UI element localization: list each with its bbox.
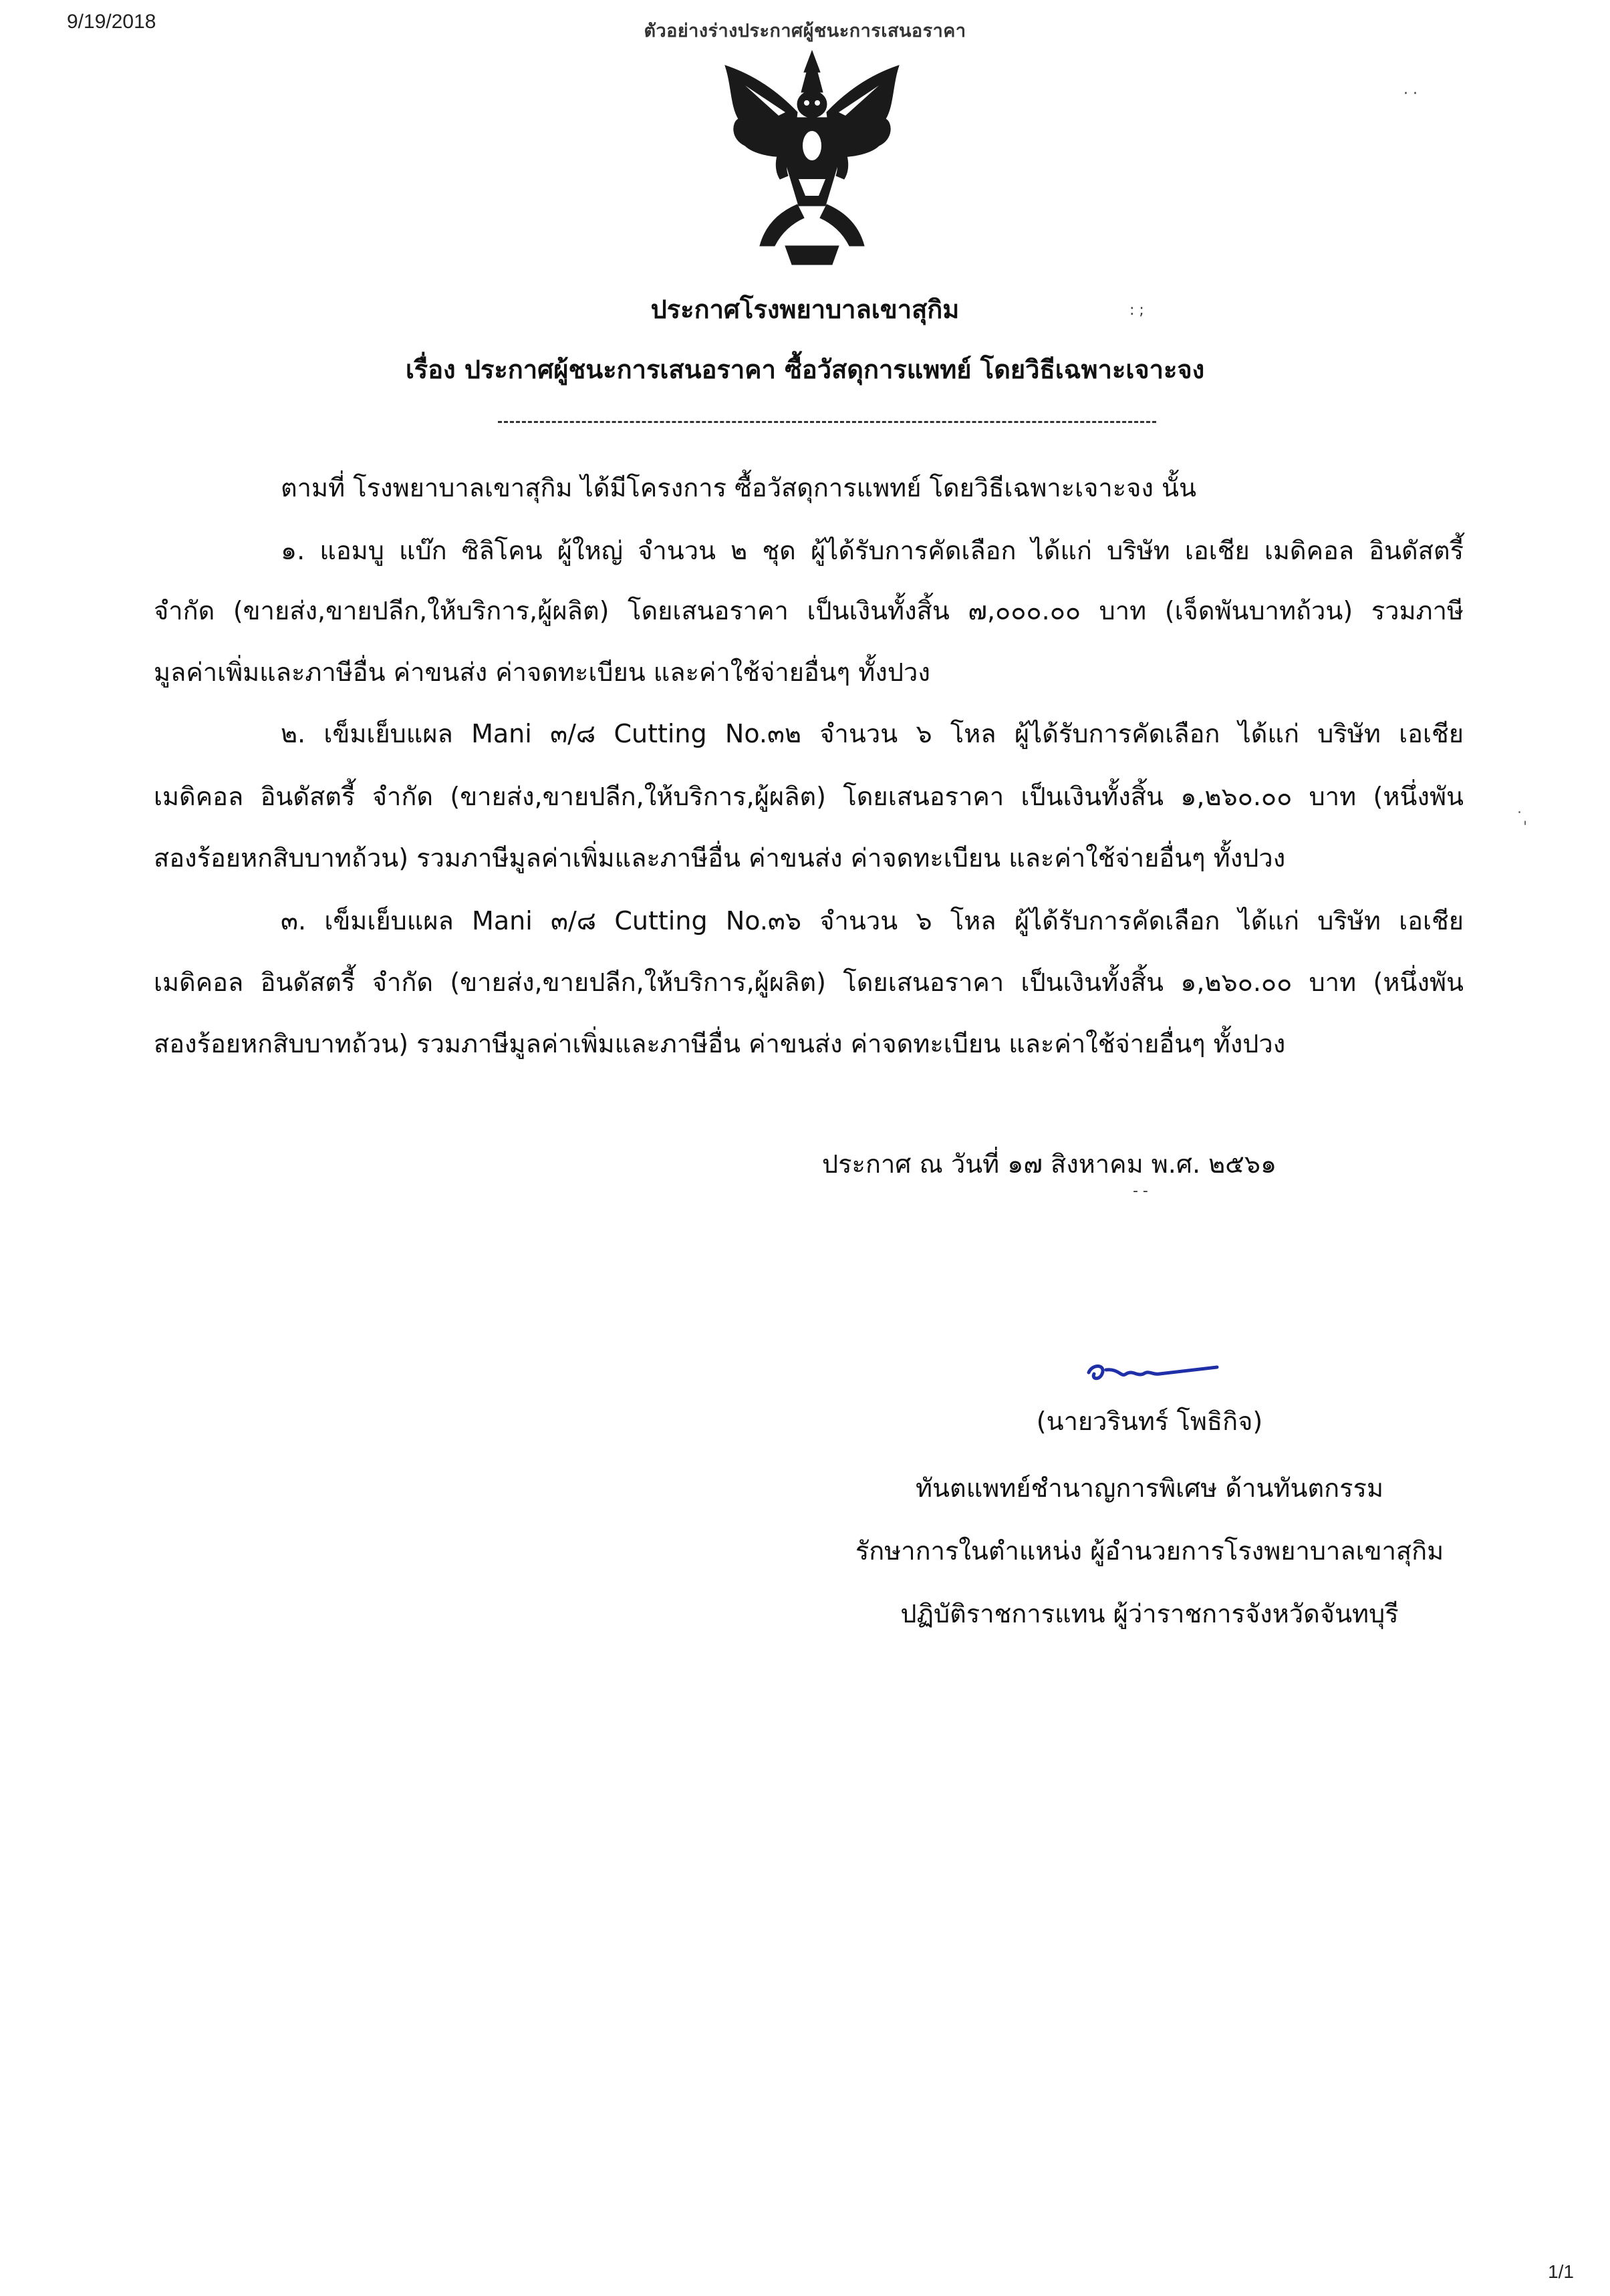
item-1-line-2: จำกัด (ขายส่ง,ขายปลีก,ให้บริการ,ผู้ผลิต) โดยเสนอราคา เป็นเงินทั้งสิ้น ๗,๐๐๐.๐๐ บาท (เจ็ดพันบาทถ้วน) รวมภาษี bbox=[154, 596, 1464, 625]
item-3-line-2: เมดิคอล อินดัสตรี้ จำกัด (ขายส่ง,ขายปลีก,ให้บริการ,ผู้ผลิต) โดยเสนอราคา เป็นเงินทั้งสิ้น ๑,๒๖๐.๐๐ บาท (หนึ่งพัน bbox=[154, 968, 1464, 997]
announcement-title: ประกาศโรงพยาบาลเขาสุกิม bbox=[650, 295, 960, 324]
item-1-line-3: มูลค่าเพิ่มและภาษีอื่น ค่าขนส่ง ค่าจดทะเบียน และค่าใช้จ่ายอื่นๆ ทั้งปวง bbox=[154, 658, 930, 687]
scan-speck: · · bbox=[1403, 86, 1418, 102]
item-1-line-1: ๑. แอมบู แบ๊ก ซิลิโคน ผู้ใหญ่ จำนวน ๒ ชุด ผู้ได้รับการคัดเลือก ได้แก่ บริษัท เอเชีย เมดิคอล อินดัสตรี้ bbox=[281, 536, 1464, 565]
announcement-date: ประกาศ ณ วันที่ ๑๗ สิงหาคม พ.ศ. ๒๕๖๑ bbox=[822, 1149, 1277, 1179]
item-2-line-3: สองร้อยหกสิบบาทถ้วน) รวมภาษีมูลค่าเพิ่มและภาษีอื่น ค่าขนส่ง ค่าจดทะเบียน และค่าใช้จ่ายอื่นๆ ทั้งปวง bbox=[154, 843, 1286, 873]
signatory-name: (นายวรินทร์ โพธิกิจ) bbox=[1036, 1407, 1263, 1436]
intro-paragraph: ตามที่ โรงพยาบาลเขาสุกิม ได้มีโครงการ ซื้อวัสดุการแพทย์ โดยวิธีเฉพาะเจาะจง นั้น bbox=[281, 473, 1196, 503]
item-3-line-3: สองร้อยหกสิบบาทถ้วน) รวมภาษีมูลค่าเพิ่มและภาษีอื่น ค่าขนส่ง ค่าจดทะเบียน และค่าใช้จ่ายอื่นๆ ทั้งปวง bbox=[154, 1029, 1286, 1058]
signatory-position-1: ทันตแพทย์ชำนาญการพิเศษ ด้านทันตกรรม bbox=[916, 1473, 1383, 1503]
title-divider bbox=[498, 421, 1156, 423]
header-draft-note: ตัวอย่างร่างประกาศผู้ชนะการเสนอราคา bbox=[644, 21, 966, 41]
scan-speck: - - bbox=[1133, 1183, 1148, 1199]
print-date: 9/19/2018 bbox=[67, 11, 156, 33]
garuda-emblem-icon bbox=[718, 45, 906, 273]
item-2-line-2: เมดิคอล อินดัสตรี้ จำกัด (ขายส่ง,ขายปลีก,ให้บริการ,ผู้ผลิต) โดยเสนอราคา เป็นเงินทั้งสิ้น ๑,๒๖๐.๐๐ บาท (หนึ่งพัน bbox=[154, 782, 1464, 811]
signatory-position-2: รักษาการในตำแหน่ง ผู้อำนวยการโรงพยาบาลเขาสุกิม bbox=[855, 1536, 1444, 1566]
signatory-position-3: ปฏิบัติราชการแทน ผู้ว่าราชการจังหวัดจันทบุรี bbox=[900, 1599, 1399, 1628]
page-number: 1/1 bbox=[1548, 2261, 1574, 2282]
announcement-subject: เรื่อง ประกาศผู้ชนะการเสนอราคา ซื้อวัสดุการแพทย์ โดยวิธีเฉพาะเจาะจง bbox=[405, 355, 1205, 384]
scan-speck: ˙ˌ bbox=[1516, 810, 1528, 827]
scan-speck: : ; bbox=[1129, 302, 1144, 319]
handwritten-signature bbox=[1079, 1350, 1226, 1397]
item-3-line-1: ๓. เข็มเย็บแผล Mani ๓/๘ Cutting No.๓๖ จำนวน ๖ โหล ผู้ได้รับการคัดเลือก ได้แก่ บริษัท เอเชีย bbox=[281, 906, 1464, 936]
item-2-line-1: ๒. เข็มเย็บแผล Mani ๓/๘ Cutting No.๓๒ จำนวน ๖ โหล ผู้ได้รับการคัดเลือก ได้แก่ บริษัท เอเชีย bbox=[281, 719, 1464, 748]
